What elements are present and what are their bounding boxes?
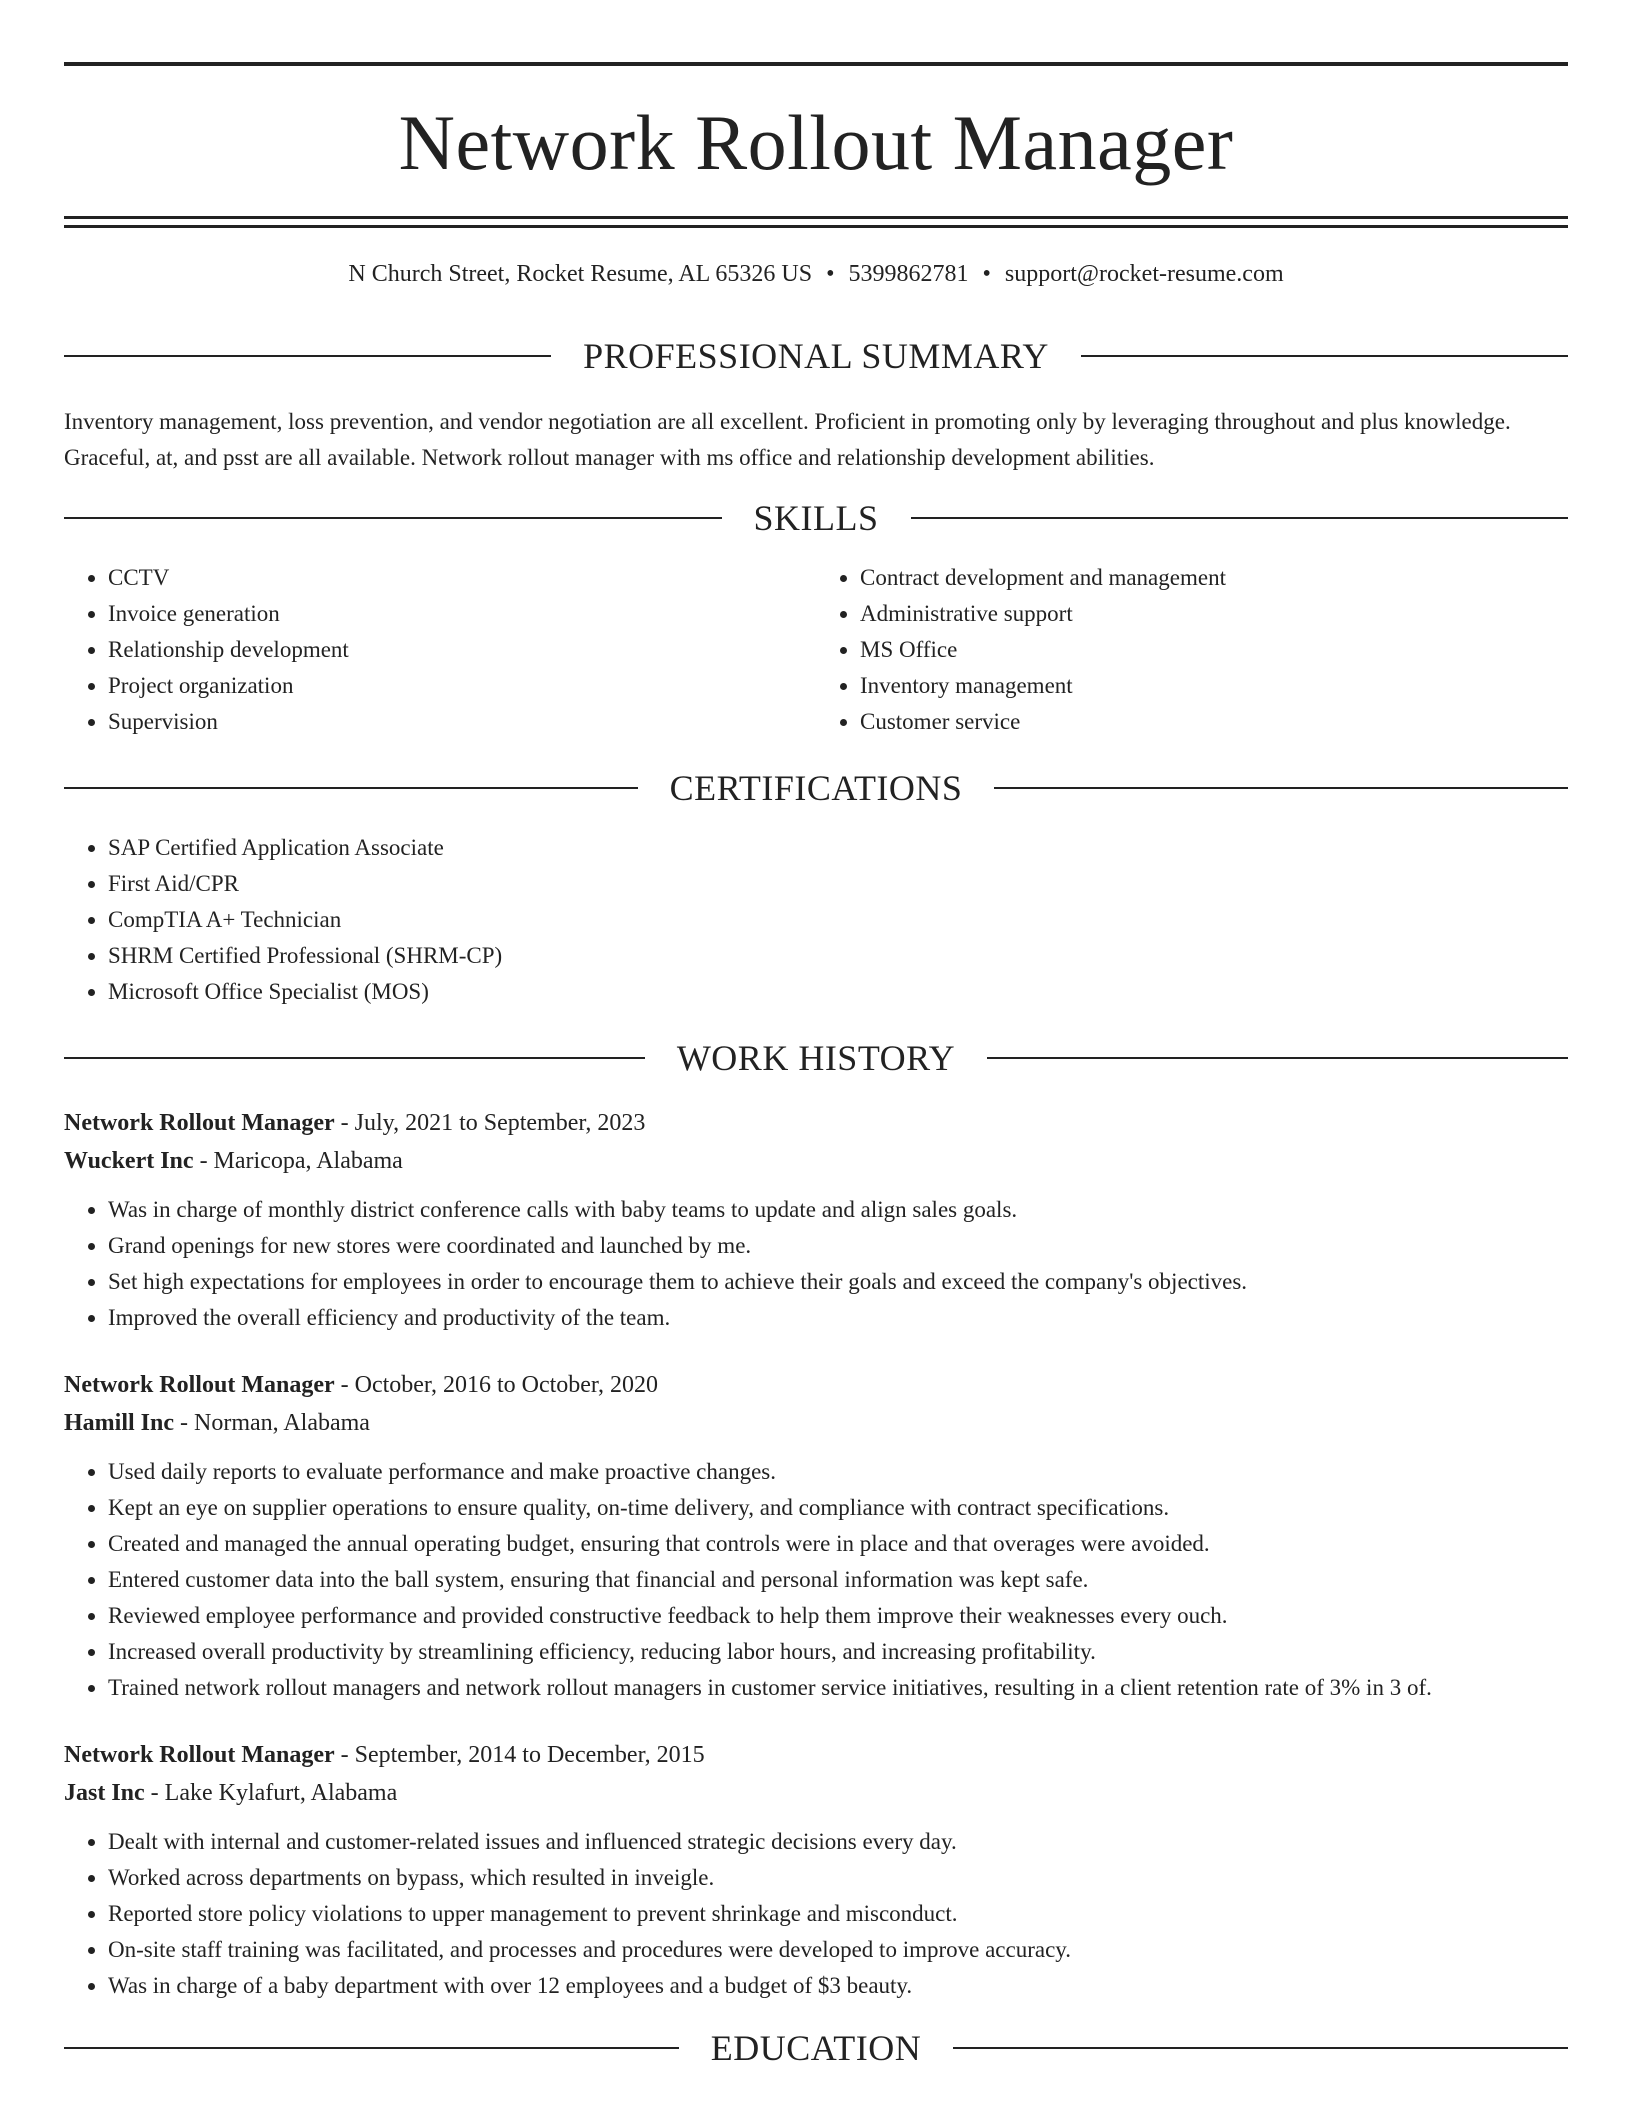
certification-item: • Microsoft Office Specialist (MOS) — [108, 974, 1568, 1010]
job-company-line — [64, 1774, 1568, 1812]
section-header-summary — [64, 336, 1568, 376]
summary-text: Inventory management, loss prevention, and vendor negotiation are all excellent. Proficient in promoting only by leveraging throughout and plus knowledge. Graceful, at, and psst are all available. Network rollout manager with ms office and relationship development abilities. — [64, 409, 1511, 470]
section-title: CERTIFICATIONS — [669, 768, 963, 808]
section-title: SKILLS — [753, 498, 879, 538]
section-rule-left — [64, 1057, 645, 1059]
contact-address: N Church Street, Rocket Resume, AL 65326 US — [348, 261, 813, 287]
job-company: Hamill Inc — [64, 1410, 175, 1436]
section-rule-left — [64, 355, 551, 357]
section-rule-right — [987, 1057, 1568, 1059]
section-rule-left — [64, 2047, 679, 2049]
job-entry — [64, 1366, 1568, 1706]
contact-line — [64, 258, 1568, 290]
job-bullets — [64, 1824, 1568, 2004]
certification-item: • SHRM Certified Professional (SHRM-CP) — [108, 938, 1568, 974]
section-header-work-history — [64, 1038, 1568, 1078]
section-rule-right — [994, 787, 1568, 789]
job-title-line — [64, 1104, 1568, 1142]
job-bullet: • Increased overall productivity by streamlining efficiency, reducing labor hours, and increasing profitability. — [108, 1634, 1568, 1670]
job-bullet: • Used daily reports to evaluate performance and make proactive changes. — [108, 1454, 1568, 1490]
section-title: PROFESSIONAL SUMMARY — [583, 336, 1049, 376]
skill-item: • Inventory management — [860, 668, 1568, 704]
skills-column-left — [64, 560, 816, 740]
job-bullet: • Set high expectations for employees in order to encourage them to achieve their goals and exceed the company's objectives. — [108, 1264, 1568, 1300]
job-dates: - September, 2014 to December, 2015 — [334, 1742, 705, 1768]
job-location: - Norman, Alabama — [174, 1410, 370, 1436]
skill-item: • Customer service — [860, 704, 1568, 740]
job-bullet: • Kept an eye on supplier operations to ensure quality, on-time delivery, and compliance with contract specifications. — [108, 1490, 1568, 1526]
resume-name: Network Rollout Manager — [398, 99, 1234, 186]
job-bullet: • On-site staff training was facilitated, and processes and procedures were developed to improve accuracy. — [108, 1932, 1568, 1968]
skill-item: • Contract development and management — [860, 560, 1568, 596]
contact-separator: • — [982, 261, 991, 287]
job-dates: - October, 2016 to October, 2020 — [334, 1372, 658, 1398]
skills-column-right — [816, 560, 1568, 740]
skills-list — [64, 560, 1568, 740]
job-dates: - July, 2021 to September, 2023 — [334, 1110, 646, 1136]
job-entry — [64, 1104, 1568, 1336]
skill-item: • Relationship development — [108, 632, 816, 668]
job-entry — [64, 1736, 1568, 2004]
section-rule-left — [64, 517, 722, 519]
skill-item: • Administrative support — [860, 596, 1568, 632]
contact-email: support@rocket-resume.com — [1004, 261, 1284, 287]
job-bullets — [64, 1192, 1568, 1336]
section-rule-left — [64, 787, 638, 789]
certifications-list — [64, 830, 1568, 1010]
job-title-line — [64, 1736, 1568, 1774]
job-location: - Maricopa, Alabama — [193, 1148, 403, 1174]
job-company-line — [64, 1404, 1568, 1442]
skill-item: • Supervision — [108, 704, 816, 740]
job-company-line — [64, 1142, 1568, 1180]
job-company: Jast Inc — [64, 1780, 145, 1806]
job-title: Network Rollout Manager — [64, 1110, 335, 1136]
job-bullet: • Entered customer data into the ball system, ensuring that financial and personal information was kept safe. — [108, 1562, 1568, 1598]
job-bullet: • Reviewed employee performance and provided constructive feedback to help them improve their weaknesses every ouch. — [108, 1598, 1568, 1634]
job-bullets — [64, 1454, 1568, 1706]
section-header-certifications — [64, 768, 1568, 808]
job-bullet: • Trained network rollout managers and network rollout managers in customer service initiatives, resulting in a client retention rate of 3% in 3 of. — [108, 1670, 1568, 1706]
skill-item: • CCTV — [108, 560, 816, 596]
skill-item: • MS Office — [860, 632, 1568, 668]
job-bullet: • Created and managed the annual operating budget, ensuring that controls were in place and that overages were avoided. — [108, 1526, 1568, 1562]
section-rule-right — [911, 517, 1569, 519]
section-header-skills — [64, 498, 1568, 538]
job-bullet: • Worked across departments on bypass, which resulted in inveigle. — [108, 1860, 1568, 1896]
header-double-rule — [64, 216, 1568, 228]
skill-item: • Invoice generation — [108, 596, 816, 632]
job-bullet: • Reported store policy violations to upper management to prevent shrinkage and misconduct. — [108, 1896, 1568, 1932]
certification-item: • SAP Certified Application Associate — [108, 830, 1568, 866]
resume-page — [64, 62, 1568, 2068]
job-bullet: • Grand openings for new stores were coordinated and launched by me. — [108, 1228, 1568, 1264]
contact-separator: • — [826, 261, 835, 287]
certification-item: • First Aid/CPR — [108, 866, 1568, 902]
job-bullet: • Was in charge of monthly district conference calls with baby teams to update and align sales goals. — [108, 1192, 1568, 1228]
job-bullet: • Dealt with internal and customer-related issues and influenced strategic decisions every day. — [108, 1824, 1568, 1860]
job-bullet: • Improved the overall efficiency and productivity of the team. — [108, 1300, 1568, 1336]
job-location: - Lake Kylafurt, Alabama — [144, 1780, 398, 1806]
section-title: WORK HISTORY — [676, 1038, 956, 1078]
section-rule-right — [953, 2047, 1568, 2049]
section-title: EDUCATION — [710, 2028, 922, 2068]
section-header-education — [64, 2028, 1568, 2068]
contact-phone: 5399862781 — [848, 261, 969, 287]
certification-item: • CompTIA A+ Technician — [108, 902, 1568, 938]
job-title: Network Rollout Manager — [64, 1372, 335, 1398]
job-title-line — [64, 1366, 1568, 1404]
job-company: Wuckert Inc — [64, 1148, 194, 1174]
job-bullet: • Was in charge of a baby department with over 12 employees and a budget of $3 beauty. — [108, 1968, 1568, 2004]
section-rule-right — [1081, 355, 1568, 357]
skill-item: • Project organization — [108, 668, 816, 704]
job-title: Network Rollout Manager — [64, 1742, 335, 1768]
header-top-rule — [64, 62, 1568, 66]
